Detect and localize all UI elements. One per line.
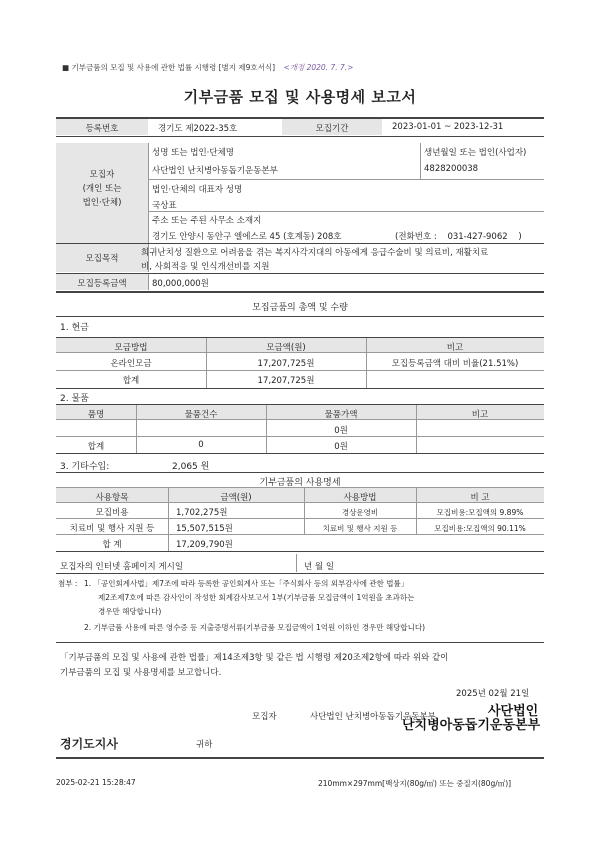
usage-row-1-item: 모집비용 [95,508,129,518]
goods-header-note: 비고 [471,410,489,420]
period-value: 2023-01-01 ~ 2023-12-31 [392,122,504,132]
signature-name: 사단법인 난치병아동돕기운동본부 [310,712,436,722]
goods-header-count: 물품건수 [184,410,218,420]
cash-row-method: 온라인모금 [110,359,152,369]
usage-row-2-amount: 15,507,515원 [176,524,233,534]
usage-row-1-method: 경상운영비 [341,508,379,517]
phone-close: ) [518,232,522,242]
registered-amount-label: 모집등록금액 [77,279,127,289]
stamp-line-1: 사단법인 [488,704,539,719]
usage-row-1-note: 모집비용:모집액의 9.89% [436,508,524,517]
cash-row-note: 모집등록금액 대비 비율(21.51%) [391,359,519,369]
name-label: 성명 또는 법인·단체명 [152,148,235,158]
goods-section-title: 2. 물품 [60,394,89,404]
cash-header-amount: 모금액(원) [266,343,306,353]
recipient-suffix: 귀하 [196,740,213,750]
attachment-1-line-2: 제2조제7호에 따른 감사인이 작성한 회계감사보고서 1부(기부금품 모집금액이 1억원을 초과하는 [98,593,415,602]
goods-row-value: 0원 [334,426,348,436]
cash-row-amount: 17,207,725원 [257,359,315,369]
form-reference [62,62,353,73]
address-label: 주소 또는 주된 사무소 소재지 [152,216,262,226]
goods-total-label: 합계 [87,442,105,452]
usage-total-value: 17,209,790원 [176,540,233,550]
representative-value: 국상표 [152,201,177,211]
cash-header-note: 비고 [446,343,464,353]
attachment-1-line-3: 경우만 해당합니다) [98,607,162,616]
attachment-1-line-1: 1. 「공인회계사법」제7조에 따라 등록한 공인회계사 또는「주식회사 등의 외부감사에 관한 법률」 [84,579,409,588]
usage-header-note: 비 고 [470,493,490,503]
representative-label: 법인·단체의 대표자 성명 [152,185,243,195]
usage-header-amount: 금액(원) [220,493,252,503]
usage-total-label: 합 계 [102,540,122,550]
revision-note: <개정 2020. 7. 7.> [283,63,354,72]
statement-line-1: 「기부금품의 모집 및 사용에 관한 법률」제14조제3항 및 같은 법 시행령 제20조제2항에 따라 위와 같이 [60,653,449,663]
goods-header-value: 물품가액 [324,410,358,420]
registered-amount-value: 80,000,000원 [152,279,209,289]
id-value: 4828200038 [424,164,479,174]
usage-row-1-amount: 1,702,275원 [176,508,228,518]
internet-posting-value: 년 월 일 [304,562,335,572]
cash-total-value: 17,207,725원 [257,376,315,386]
recipient-name: 경기도지사 [60,737,118,751]
cash-total-label: 합계 [122,376,140,386]
cash-section-title: 1. 현금 [60,323,89,333]
usage-title: 기부금품의 사용명세 [259,478,341,488]
purpose-label: 모집목적 [85,254,119,264]
cash-header-method: 모금방법 [114,343,148,353]
usage-row-2-note: 모집비용:모집액의 90.11% [434,524,526,533]
attachments-label: 첨부 : [58,579,78,588]
page-title: 기부금품 모집 및 사용명세 보고서 [183,88,417,106]
registration-number-value: 경기도 제2022-35호 [158,124,238,134]
other-income-label: 3. 기타수입: [60,462,110,472]
goods-header-item: 품명 [87,410,105,420]
statement-line-2: 기부금품의 모집 및 사용명세를 보고합니다. [60,668,222,678]
phone-value: 031-427-9062 [447,232,508,242]
usage-row-2-item: 치료비 및 행사 지원 등 [69,524,155,534]
form-ref-text: ■ 기부금품의 모집 및 사용에 관한 법률 시행령 [별지 제9호서식] [62,63,276,72]
registration-number-label: 등록번호 [85,124,119,134]
goods-total-count: 0 [198,440,204,450]
usage-header-item: 사용항목 [95,493,129,503]
phone [395,230,522,242]
name-value: 사단법인 난치병아동돕기운동본부 [152,166,278,176]
usage-row-2-method: 치료비 및 행사 지원 등 [322,524,398,533]
signature-label: 모집자 [252,712,277,722]
usage-header-method: 사용방법 [343,493,377,503]
address-value: 경기도 안양시 동안구 엘에스로 45 (호계동) 208호 [152,232,342,242]
period-label: 모집기간 [315,124,349,134]
purpose-line-1: 희귀난치성 질환으로 어려움을 겪는 복지사각지대의 아동에게 응급수술비 및 의료비, 재활치료 [141,248,489,258]
goods-total-value: 0원 [334,442,348,452]
attachment-2: 2. 기부금품 사용에 따른 영수증 등 지출증명서류(기부금품 모집금액이 1억원 이하인 경우만 해당합니다) [84,623,426,632]
purpose-line-2: 비, 사회적응 및 인식개선비를 지원 [141,262,270,272]
id-label: 생년월일 또는 법인(사업자) [424,148,527,158]
totals-title: 모집금품의 총액 및 수량 [252,303,348,313]
other-income-value: 2,065 원 [172,462,210,472]
phone-label: (전화번호 : [395,232,437,242]
paper-spec: 210mm×297mm[백상지(80g/㎡) 또는 중질지(80g/㎡)] [318,779,512,788]
internet-posting-label: 모집자의 인터넷 홈페이지 게시일 [60,562,184,572]
print-timestamp: 2025-02-21 15:28:47 [56,778,136,787]
stamp-line-2: 난치병아동돕기운동본부 [402,718,541,733]
recruiter-label: 모집자 (개인 또는 법인·단체) [82,170,122,208]
report-date: 2025년 02월 21일 [456,689,530,699]
